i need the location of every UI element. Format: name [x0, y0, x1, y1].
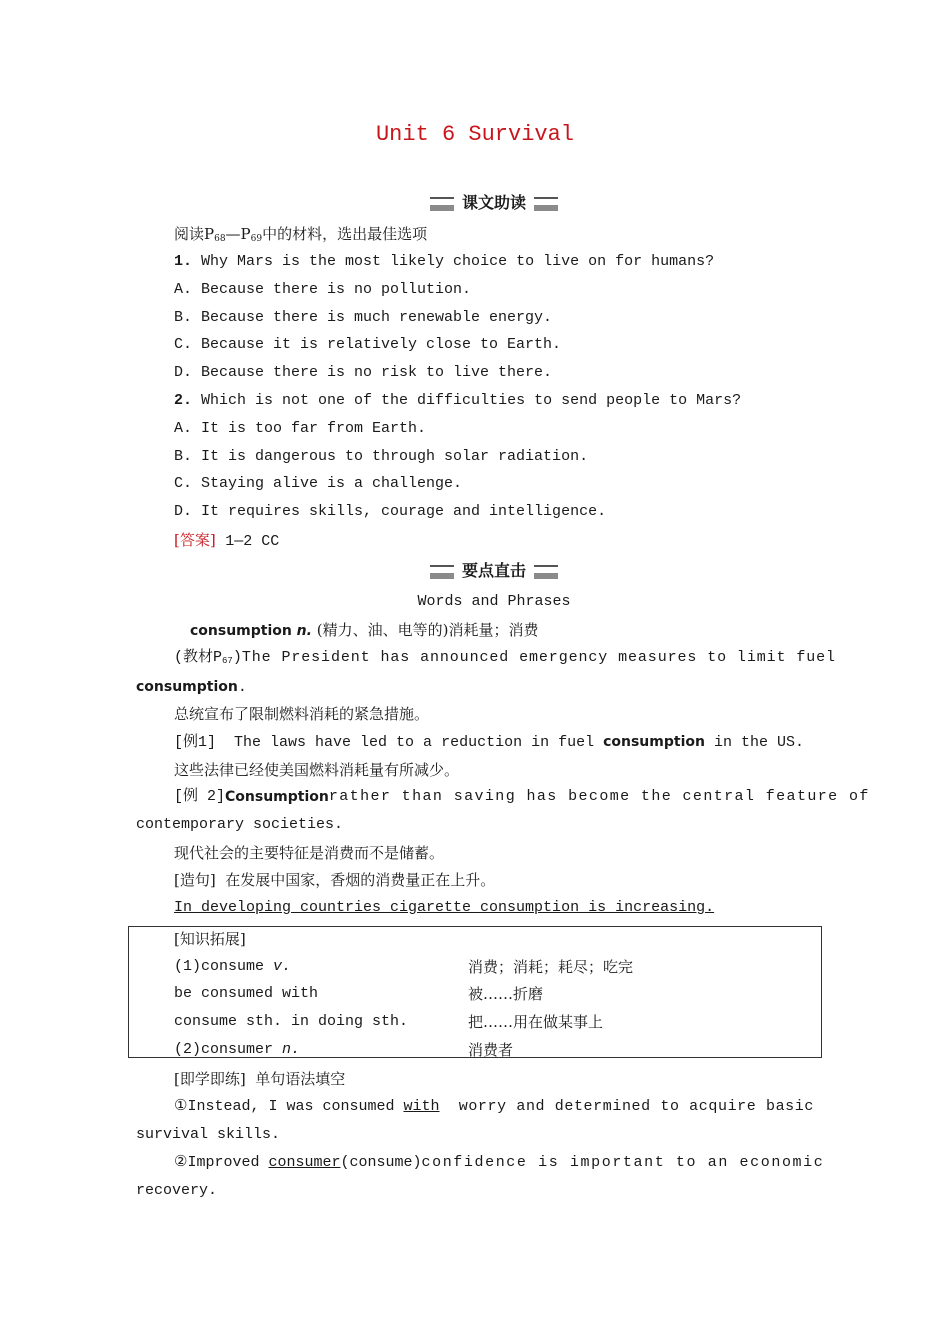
page-sub: 69	[250, 234, 263, 244]
intro-line	[174, 223, 427, 250]
practice-text: ②Improved consumer(consume)	[174, 1154, 422, 1171]
practice-header	[174, 1068, 345, 1090]
make-sentence	[174, 869, 495, 891]
definition: (精力、油、电等的)消耗量；消费	[316, 621, 539, 639]
practice-item-1	[174, 1096, 814, 1118]
textbook-label: (教材$P_{67}$)	[174, 649, 242, 666]
example-2-cont: contemporary societies.	[136, 816, 344, 833]
page-sub: 68	[214, 234, 226, 244]
intro-text: —P	[225, 225, 251, 243]
textbook-example	[174, 647, 836, 672]
option: C. Because it is relatively close to Earth.	[174, 336, 562, 353]
translation: 这些法律已经使美国燃料消耗量有所减少。	[174, 761, 460, 779]
option: D. Because there is no risk to live there.	[174, 364, 553, 381]
option: D. It requires skills, courage and intelligence.	[174, 503, 607, 520]
answer-blank: with	[403, 1098, 440, 1115]
expand-term: (1)consume v.	[174, 958, 292, 975]
practice-text: confidence is important to an economic	[421, 1154, 825, 1171]
option: B. It is dangerous to through solar radiation.	[174, 448, 589, 465]
make-label: [造句]	[174, 871, 216, 889]
practice-text: worry and determined to acquire basic	[458, 1098, 814, 1115]
textbook-example-cont	[136, 675, 247, 699]
hint: (consume)	[340, 1154, 422, 1171]
example-1	[174, 731, 804, 754]
practice-label: [即学即练]	[174, 1070, 246, 1088]
question-text: Which is not one of the difficulties to send people to Mars?	[192, 392, 742, 409]
part-of-speech: n.	[296, 623, 312, 639]
section-banner-label: 课文助读	[454, 192, 534, 214]
answer-line	[174, 529, 279, 553]
example-2	[174, 786, 870, 808]
make-answer: In developing countries cigarette consumption is increasing.	[174, 899, 715, 916]
question-1	[174, 251, 714, 273]
expand-term: be consumed with	[174, 985, 319, 1002]
example-text: in the US.	[704, 734, 804, 751]
option: C. Staying alive is a challenge.	[174, 475, 463, 492]
example-label: [例1]	[174, 734, 217, 751]
practice-task: 单句语法填空	[255, 1070, 346, 1088]
answer-value: 1—2 CC	[225, 533, 280, 550]
answer-label: [答案]	[174, 531, 216, 549]
intro-text: 中的材料，选出最佳选项	[262, 225, 428, 243]
expand-meaning: 把……用在做某事上	[468, 1013, 604, 1031]
keyword: consumption	[603, 734, 705, 750]
option: A. It is too far from Earth.	[174, 420, 427, 437]
expand-label: [知识拓展]	[174, 930, 246, 948]
page-title: Unit 6 Survival	[375, 122, 575, 147]
option: B. Because there is much renewable energy.	[174, 309, 553, 326]
section-banner-reading	[430, 192, 558, 216]
option: A. Because there is no pollution.	[174, 281, 472, 298]
question-number: 1.	[174, 253, 193, 270]
keyword: consumption	[136, 679, 238, 695]
section-banner-label: 要点直击	[454, 560, 534, 582]
headword: consumption	[190, 623, 292, 639]
translation: 总统宣布了限制燃料消耗的紧急措施。	[174, 705, 430, 723]
expand-meaning: 消费者	[468, 1041, 514, 1059]
section-banner-keypoints	[430, 560, 558, 584]
practice-item-2	[174, 1152, 825, 1174]
example-label: [例 2]	[174, 788, 226, 805]
practice-item-2-cont: recovery.	[136, 1182, 218, 1199]
practice-text: ①Instead, I was consumed with	[174, 1098, 440, 1115]
keyword: Consumption	[225, 789, 329, 805]
example-sentence: The President has announced emergency measures to limit fuel	[241, 649, 836, 666]
question-2	[174, 390, 741, 412]
expand-term: (2)consumer n.	[174, 1041, 301, 1058]
intro-text: 阅读P	[174, 225, 215, 243]
section-title: Words and Phrases	[417, 593, 571, 610]
answer-blank: consumer	[268, 1154, 341, 1171]
expand-term: consume sth. in doing sth.	[174, 1013, 409, 1030]
example-text: rather than saving has become the central feature of	[328, 788, 870, 805]
vocab-entry	[190, 619, 538, 642]
make-prompt: 在发展中国家，香烟的消费量正在上升。	[225, 871, 496, 889]
practice-item-1-cont: survival skills.	[136, 1126, 281, 1143]
translation: 现代社会的主要特征是消费而不是储蓄。	[174, 844, 445, 862]
sentence-end: .	[237, 679, 247, 696]
question-text: Why Mars is the most likely choice to live on for humans?	[192, 253, 715, 270]
question-number: 2.	[174, 392, 193, 409]
example-text: The laws have led to a reduction in fuel	[234, 734, 604, 751]
expand-meaning: 被……折磨	[468, 985, 544, 1003]
expand-meaning: 消费；消耗；耗尽；吃完	[468, 958, 634, 976]
